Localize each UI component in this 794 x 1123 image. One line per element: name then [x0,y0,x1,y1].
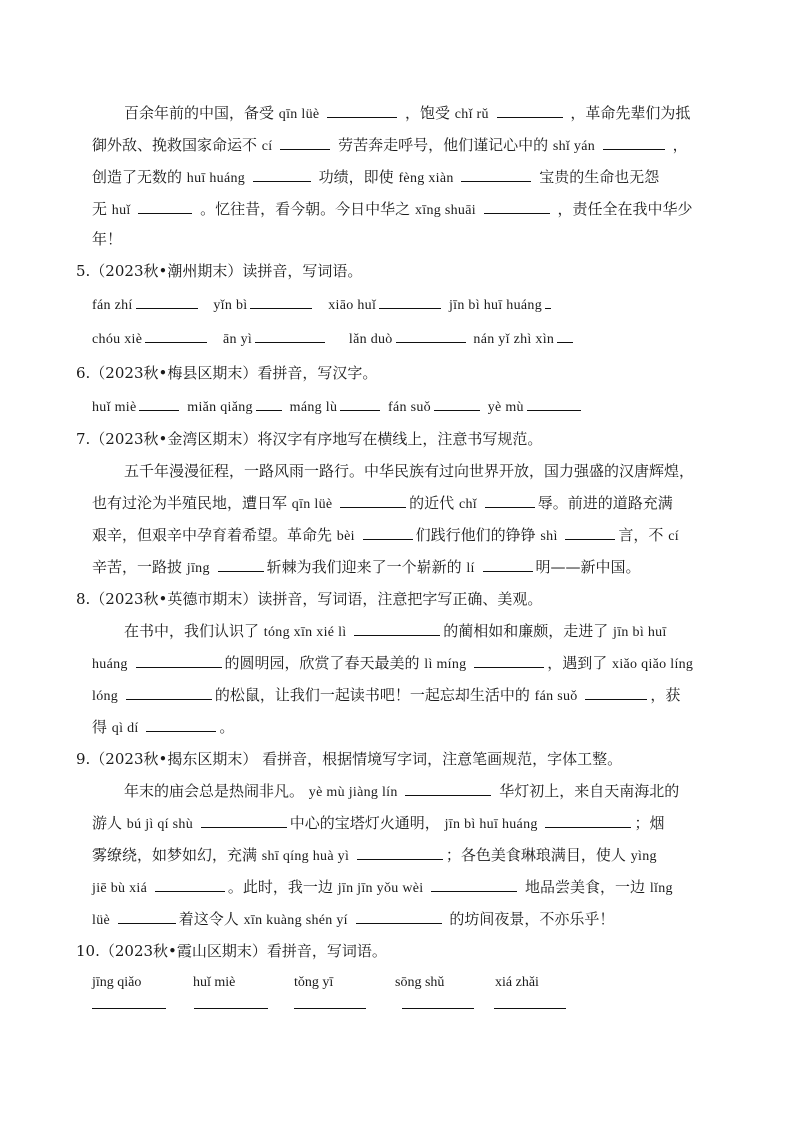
q5-row-1 [92,294,554,314]
pinyin: jiē bù xiá [92,881,148,896]
q10-title: 10.（2023秋•霞山区期末）看拼音，写词语。 [76,942,387,960]
pinyin: xiǎo qiǎo líng [612,657,694,672]
q7-title: 7.（2023秋•金湾区期末）将汉字有序地写在横线上，注意书写规范。 [76,430,543,448]
q7-line-3: 艰辛，但艰辛中孕育着希望。革命先 bèi 们践行他们的铮铮 shì 言，不 cí [92,526,679,544]
pinyin: máng lù [289,400,338,415]
pinyin: yǐn bì [213,298,248,313]
pinyin: bèi [336,529,355,544]
answer-blank[interactable] [201,813,287,828]
answer-blank[interactable] [145,328,207,343]
answer-blank[interactable] [253,167,311,182]
q7-line-2: 也有过沦为半殖民地，遭日军 qīn lüè 的近代 chǐ 辱。前进的道路充满 [92,494,673,512]
pinyin: jīn jīn yǒu wèi [337,881,424,896]
q6-title: 6.（2023秋•梅县区期末）看拼音，写汉字。 [76,364,378,382]
answer-blank[interactable] [357,845,443,860]
pinyin: jīng [186,561,210,576]
answer-blank[interactable] [483,557,533,572]
q8-line-2: huáng 的圆明园，欣赏了春天最美的 lì míng ，遇到了 xiǎo qiǎo líng [92,654,694,672]
pinyin: huǐ [111,203,131,218]
pinyin: bú jì qí shù [126,817,194,832]
q10-pinyin-1: jīng qiǎo [92,975,142,990]
pinyin: lí [466,561,475,576]
q7-line-1: 五千年漫漫征程，一路风雨一路行。中华民族有过向世界开放，国力强盛的汉唐辉煌， [124,462,695,480]
q6-row-1 [92,396,584,416]
answer-blank[interactable] [356,909,442,924]
q8-line-1: 在书中，我们认识了 tóng xīn xié lì 的蔺相如和廉颇，走进了 jīn bì huī [124,622,667,640]
pinyin: yè mù [487,400,524,415]
answer-blank[interactable] [434,396,480,411]
q9-line-2: 游人 bú jì qí shù 中心的宝塔灯火通明， jīn bì huī huáng ；烟 [92,814,665,832]
q5-title: 5.（2023秋•潮州期末）读拼音，写词语。 [76,262,363,280]
pinyin: tóng xīn xié lì [263,625,347,640]
pinyin: huáng [92,657,128,672]
answer-blank[interactable] [155,877,225,892]
answer-blank[interactable] [340,493,406,508]
q4-line-3: 创造了无数的 huī huáng 功绩，即使 fèng xiàn 宝贵的生命也无怨 [92,168,660,186]
answer-blank[interactable] [396,328,466,343]
answer-blank[interactable] [494,1008,566,1009]
answer-blank[interactable] [474,653,544,668]
pinyin: xīng shuāi [414,203,476,218]
pinyin: cí [261,139,273,154]
answer-blank[interactable] [146,717,216,732]
pinyin: shī qíng huà yì [261,849,350,864]
q7-line-4: 辛苦，一路披 jīng 斩棘为我们迎来了一个崭新的 lí 明——新中国。 [92,558,641,576]
pinyin: jīn bì huī huáng [448,298,543,313]
q9-title: 9.（2023秋•揭东区期末） 看拼音，根据情境写字词，注意笔画规范，字体工整。 [76,750,623,768]
pinyin: yìng [630,849,657,864]
answer-blank[interactable] [118,909,176,924]
q5-row-2 [92,328,576,348]
answer-blank[interactable] [585,685,647,700]
pinyin: miǎn qiǎng [187,400,253,415]
pinyin: fèng xiàn [398,171,454,186]
pinyin: yè mù jiàng lín [308,785,398,800]
pinyin: lǐng [649,881,673,896]
q4-line-2: 御外敌、挽救国家命运不 cí 劳苦奔走呼号，他们谨记心中的 shǐ yán ， [92,136,688,154]
q8-line-3: lóng 的松鼠，让我们一起读书吧！一起忘却生活中的 fán suǒ ，获 [92,686,681,704]
pinyin: lüè [92,913,111,928]
pinyin: lì míng [424,657,467,672]
answer-blank[interactable] [256,396,282,411]
pinyin: cí [668,529,679,544]
pinyin: huǐ miè [92,400,137,415]
answer-blank[interactable] [294,1008,366,1009]
answer-blank[interactable] [194,1008,268,1009]
q10-pinyin-4: sōng shǔ [395,975,445,990]
answer-blank[interactable] [405,781,491,796]
pinyin: qīn lüè [278,107,320,122]
pinyin: qīn lüè [291,497,333,512]
pinyin: fán zhí [92,298,133,313]
pinyin: shǐ yán [552,139,596,154]
answer-blank[interactable] [250,294,312,309]
q9-line-5: lüè 着这令人 xīn kuàng shén yí 的坊间夜景，不亦乐乎！ [92,910,615,928]
pinyin: lǎn duò [348,332,393,347]
q8-title: 8.（2023秋•英德市期末）读拼音，写词语，注意把字写正确、美观。 [76,590,543,608]
answer-blank[interactable] [138,199,192,214]
q10-pinyin-3: tǒng yī [294,975,334,990]
pinyin: chǐ [458,497,477,512]
answer-blank[interactable] [139,396,179,411]
pinyin: lóng [92,689,119,704]
answer-blank[interactable] [280,135,330,150]
answer-blank[interactable] [603,135,665,150]
answer-blank[interactable] [527,396,581,411]
answer-blank[interactable] [92,1008,166,1009]
answer-blank[interactable] [218,557,264,572]
pinyin: nán yǐ zhì xìn [473,332,555,347]
answer-blank[interactable] [431,877,517,892]
answer-blank[interactable] [255,328,325,343]
pinyin: ān yì [223,332,253,347]
q10-pinyin-5: xiá zhǎi [495,975,539,990]
pinyin: qì dí [111,721,139,736]
answer-blank[interactable] [327,103,397,118]
answer-blank[interactable] [136,294,198,309]
q10-pinyin-2: huǐ miè [193,975,236,990]
q4-line-1: 百余年前的中国，备受 qīn lüè ，饱受 chǐ rǔ ，革命先辈们为抵 [124,104,691,122]
pinyin: fán suǒ [534,689,578,704]
answer-blank[interactable] [565,525,615,540]
answer-blank[interactable] [340,396,380,411]
answer-blank[interactable] [363,525,413,540]
pinyin: shì [540,529,558,544]
answer-blank[interactable] [485,493,535,508]
pinyin: chóu xiè [92,332,143,347]
answer-blank[interactable] [136,653,222,668]
answer-blank[interactable] [497,103,563,118]
pinyin: huī huáng [186,171,246,186]
answer-blank[interactable] [402,1008,474,1009]
pinyin: fán suǒ [388,400,431,415]
q4-line-5: 年！ [92,230,123,248]
answer-blank[interactable] [379,294,441,309]
q9-line-4: jiē bù xiá 。此时，我一边 jīn jīn yǒu wèi 地品尝美食，一边 lǐng [92,878,673,896]
pinyin: xīn kuàng shén yí [243,913,348,928]
answer-blank[interactable] [545,813,631,828]
pinyin: chǐ rǔ [454,107,489,122]
answer-blank[interactable] [557,328,573,343]
pinyin: jīn bì huī [613,625,667,640]
answer-blank[interactable] [545,294,551,309]
q4-line-4: 无 huǐ 。忆往昔，看今朝。今日中华之 xīng shuāi ，责任全在我中华少 [92,200,693,218]
q8-line-4: 得 qì dí 。 [92,718,235,736]
q9-line-3: 雾缭绕，如梦如幻，充满 shī qíng huà yì ；各色美食琳琅满目，使人 yìng [92,846,657,864]
answer-blank[interactable] [126,685,212,700]
answer-blank[interactable] [461,167,531,182]
answer-blank[interactable] [484,199,550,214]
q9-line-1: 年末的庙会总是热闹非凡。 yè mù jiàng lín 华灯初上，来自天南海北的 [124,782,680,800]
pinyin: jīn bì huī huáng [444,817,538,832]
answer-blank[interactable] [354,621,440,636]
pinyin: xiāo huǐ [328,298,377,313]
